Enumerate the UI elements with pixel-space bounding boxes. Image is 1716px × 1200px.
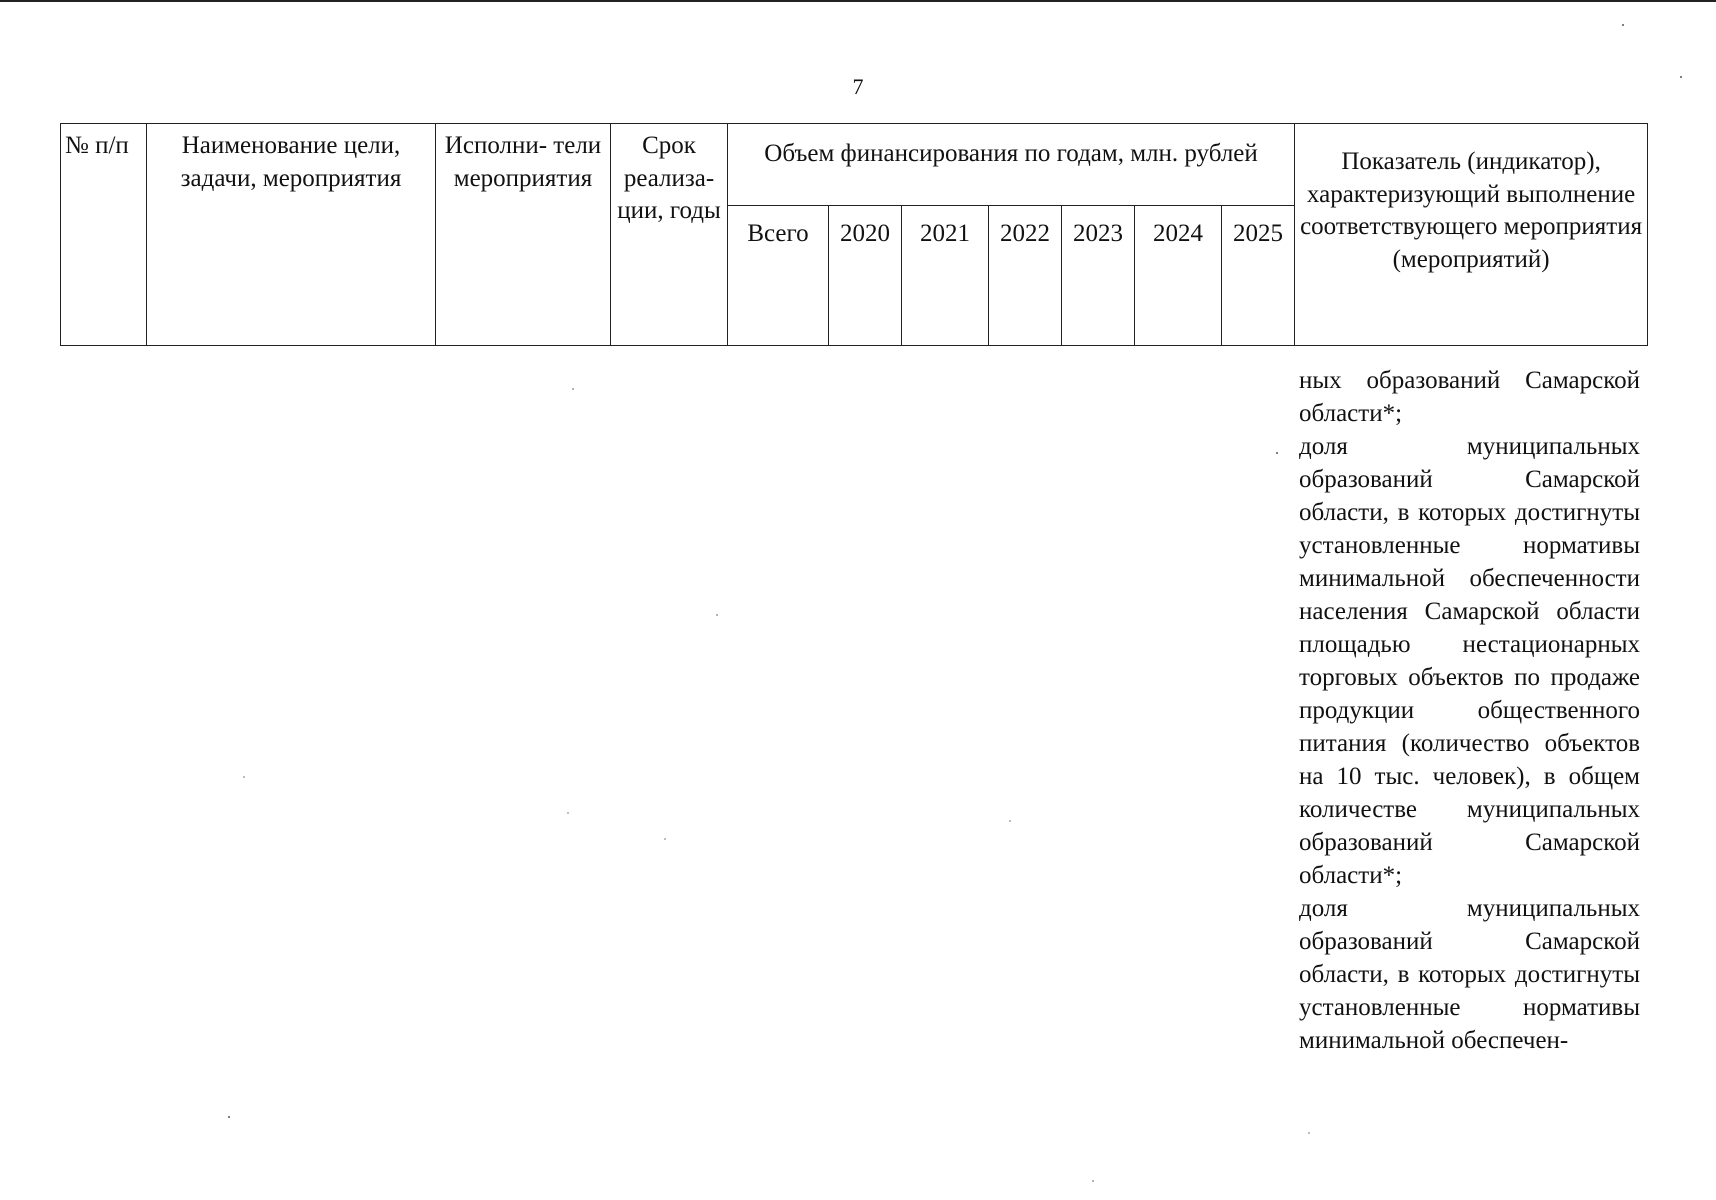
page-number: 7 <box>852 74 864 99</box>
indicator-paragraph: доля муниципальных образований Самарской области, в которых достигнуты установленные нормативы минимальной обеспеченности населения Самарской области площадью нестационарных торговых объектов по продаже продукции общественного питания (количество объектов на 10 тыс. человек), в общем количестве муниципальных образований Самарской области*; <box>1299 433 1640 889</box>
header-cell-indicator: Показатель (индикатор), характеризующий выполнение соответствующего мероприятия (мероприятий) <box>1295 124 1648 346</box>
indicator-paragraph: доля муниципальных образований Самарской области, в которых достигнуты установленные нормативы минимальной обеспечен- <box>1299 895 1640 1054</box>
scan-speck <box>1308 1132 1310 1134</box>
header-cell-year: 2025 <box>1222 206 1295 346</box>
header-cell-year: 2020 <box>829 206 902 346</box>
scan-speck <box>228 1116 230 1118</box>
scan-speck <box>1009 820 1011 822</box>
indicator-paragraph: ных образований Самарской области*; <box>1299 367 1640 427</box>
header-cell-year: 2021 <box>902 206 989 346</box>
header-cell-year: 2024 <box>1135 206 1222 346</box>
scan-speck <box>1276 452 1278 454</box>
header-cell-number: № п/п <box>61 124 147 346</box>
header-cell-total: Всего <box>728 206 829 346</box>
scan-speck <box>716 614 718 616</box>
scan-speck <box>572 388 574 390</box>
scan-speck <box>1622 24 1624 26</box>
header-cell-term: Срок реализа- ции, годы <box>611 124 728 346</box>
indicator-column-text <box>1299 364 1640 1057</box>
header-cell-year: 2022 <box>989 206 1062 346</box>
header-table <box>60 123 1648 346</box>
header-cell-name: Наименование цели, задачи, мероприятия <box>147 124 436 346</box>
page-top-edge <box>0 0 1716 2</box>
header-cell-executors: Исполни- тели мероприятия <box>436 124 611 346</box>
scan-speck <box>1092 1180 1094 1182</box>
header-cell-year: 2023 <box>1062 206 1135 346</box>
scan-speck <box>243 776 245 778</box>
scan-speck <box>664 838 666 840</box>
header-cell-funding: Объем финансирования по годам, млн. рублей <box>728 124 1295 206</box>
scan-speck <box>1680 76 1682 78</box>
scan-speck <box>567 812 569 814</box>
